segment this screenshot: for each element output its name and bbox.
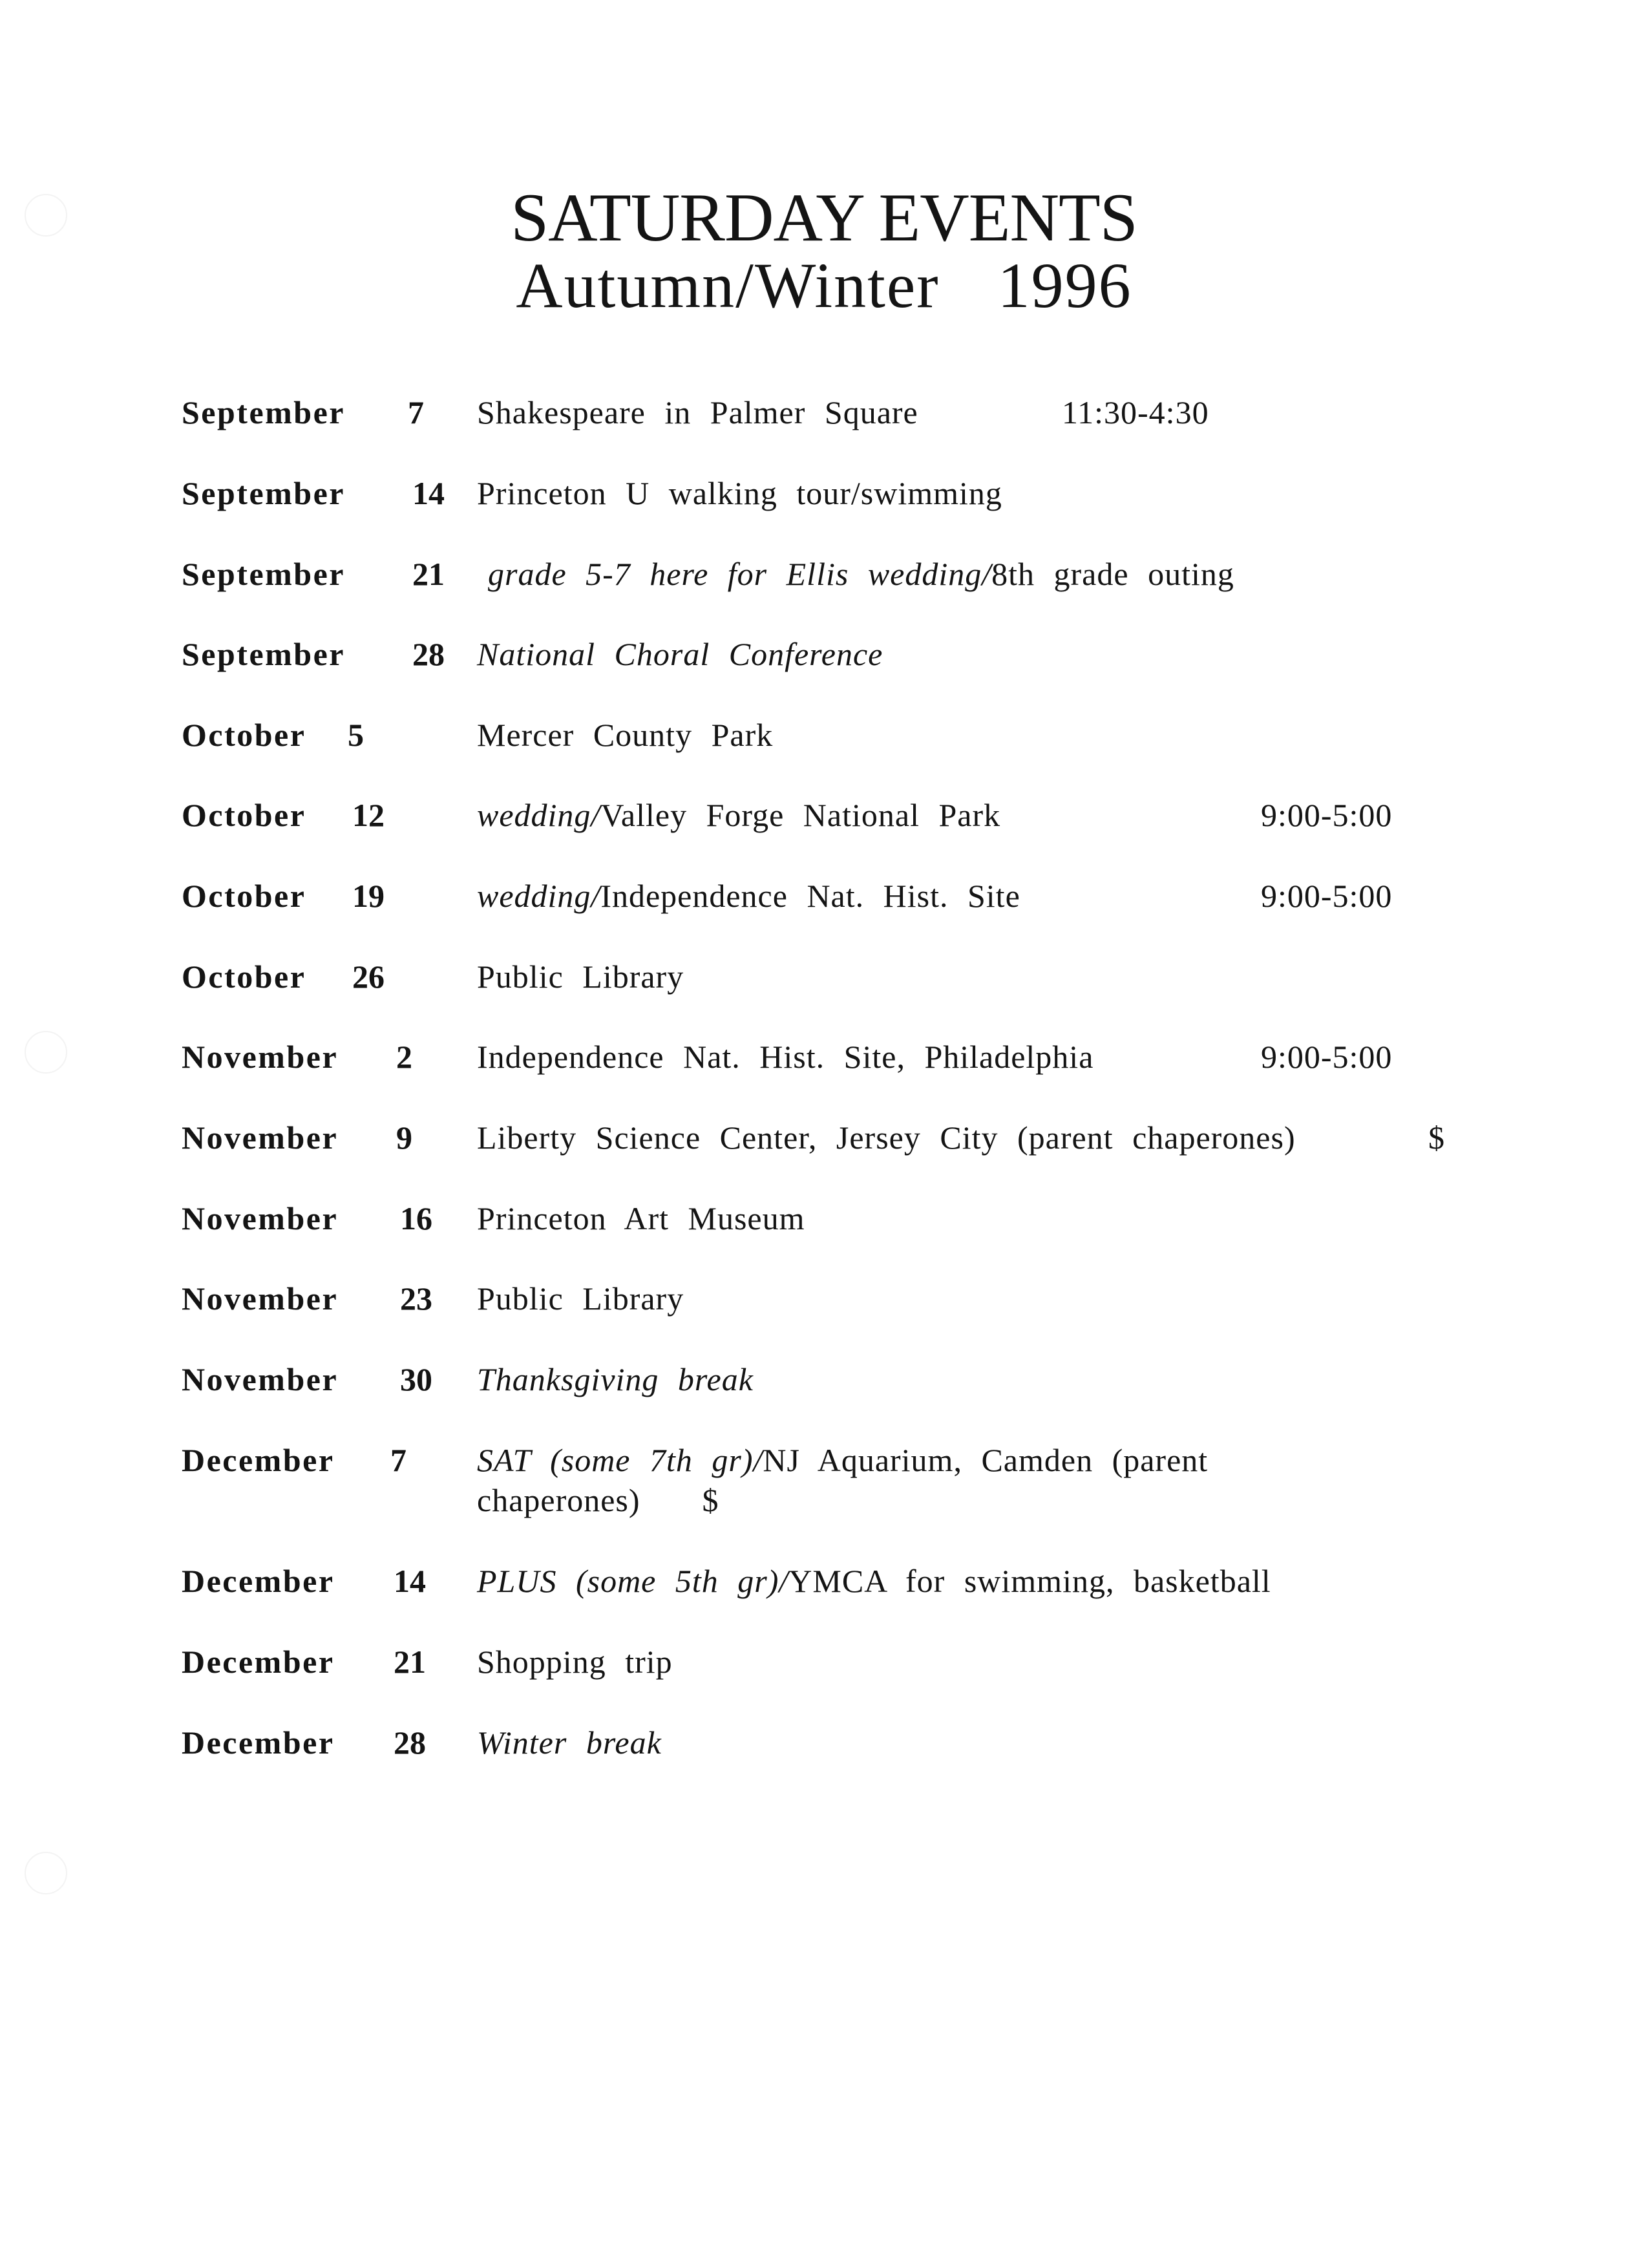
event-note-italic: wedding/ [477,878,601,914]
event-description-text: 8th grade outing [991,556,1234,592]
year-label: 1996 [997,249,1132,321]
event-day: 26 [352,959,385,995]
event-month: September [182,636,345,672]
event-month: October [182,878,306,914]
event-month: September [182,475,345,511]
event-day: 19 [352,878,385,914]
event-row [0,1641,1648,1686]
event-day: 14 [412,475,445,511]
event-month: December [182,1644,335,1680]
page-subtitle [0,249,1648,321]
event-month: September [182,556,345,592]
event-month: November [182,1039,339,1075]
event-description: Liberty Science Center, Jersey City (parent chaperones) [477,1119,1296,1156]
event-day: 21 [412,556,445,592]
event-description-text: Independence Nat. Hist. Site [600,878,1020,914]
event-description: Public Library [477,1280,684,1317]
event-note-italic: Winter break [477,1724,662,1761]
event-description-line2: chaperones) [477,1482,640,1518]
event-note-italic: wedding/ [477,797,601,833]
event-description [477,794,1000,836]
event-row [0,1278,1648,1323]
event-month: October [182,717,306,753]
event-day: 28 [394,1724,426,1761]
event-description: Shakespeare in Palmer Square [477,394,918,430]
event-row [0,553,1648,599]
event-row [0,1198,1648,1243]
event-note-italic: grade 5-7 here for Ellis wedding/ [488,556,992,592]
event-time: 11:30-4:30 [1062,394,1209,430]
event-description: Mercer County Park [477,717,774,753]
event-month: November [182,1361,339,1397]
event-description: Shopping trip [477,1644,673,1680]
event-row [0,1036,1648,1081]
event-row [0,392,1648,437]
event-month: November [182,1200,339,1236]
event-row [0,633,1648,679]
event-day: 2 [396,1039,412,1075]
event-row [0,1439,1648,1530]
event-day: 28 [412,636,445,672]
event-time: 9:00-5:00 [1261,878,1393,914]
event-day: 7 [390,1442,407,1478]
event-description [477,1439,1208,1481]
event-row [0,1359,1648,1404]
event-description [477,1359,754,1400]
event-description: Public Library [477,959,684,995]
event-note-italic: National Choral Conference [477,636,883,672]
event-month: October [182,959,306,995]
event-description [477,633,883,675]
event-day: 30 [400,1361,432,1397]
event-row [0,714,1648,759]
event-note-italic: PLUS (some 5th gr)/ [477,1563,789,1599]
event-day: 21 [394,1644,426,1680]
event-month: September [182,394,345,430]
event-note-italic: SAT (some 7th gr)/ [477,1442,763,1478]
event-note-italic: Thanksgiving break [477,1361,754,1397]
event-day: 12 [352,797,385,833]
event-day: 14 [394,1563,426,1599]
event-description-text: Valley Forge National Park [600,797,1001,833]
event-time: 9:00-5:00 [1261,797,1393,833]
event-day: 7 [408,394,424,430]
season-label: Autumn/Winter [516,249,940,321]
event-month: November [182,1119,339,1156]
event-day: 23 [400,1280,432,1317]
event-row [0,1560,1648,1606]
event-description [488,553,1234,595]
event-row [0,794,1648,840]
event-month: November [182,1280,339,1317]
cost-indicator: $ [702,1482,719,1518]
event-month: December [182,1442,335,1478]
event-time: 9:00-5:00 [1261,1039,1393,1075]
event-description: Princeton Art Museum [477,1200,805,1236]
event-month: October [182,797,306,833]
event-month: December [182,1724,335,1761]
page-title: SATURDAY EVENTS [511,180,1137,255]
event-description [477,875,1020,917]
event-row [0,956,1648,1001]
event-month: December [182,1563,335,1599]
event-day: 16 [400,1200,432,1236]
event-row [0,875,1648,920]
event-day: 9 [396,1119,412,1156]
cost-indicator: $ [1428,1119,1444,1156]
punch-hole-mark [25,1852,67,1894]
event-row [0,472,1648,518]
event-description-text: YMCA for swimming, basketball [788,1563,1271,1599]
event-row [0,1722,1648,1767]
event-description: Princeton U walking tour/swimming [477,475,1002,511]
event-row [0,1117,1648,1162]
event-description: Independence Nat. Hist. Site, Philadelphia [477,1039,1094,1075]
event-description [477,1722,662,1763]
event-description-continued [477,1479,719,1521]
event-description-text: NJ Aquarium, Camden (parent [763,1442,1209,1478]
event-description [477,1560,1271,1602]
event-day: 5 [348,717,364,753]
